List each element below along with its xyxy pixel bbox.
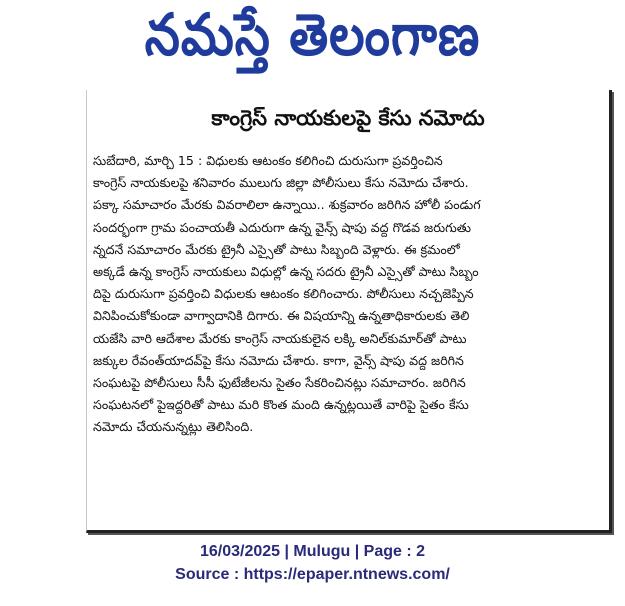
news-clipping (86, 90, 612, 533)
article-line: నమోదు చేయనున్నట్లు తెలిసింది. (93, 419, 254, 435)
article-body (93, 150, 599, 439)
article-line: న్నదనే సమాచారం మేరకు ట్రైనీ ఎస్సైతో పాటు సిబ్బంది వెళ్లారు. ఈ క్రమంలో (93, 241, 460, 257)
article-line: సుబేదారి, మార్చి 15 : విధులకు ఆటంకం కలిగించి దురుసుగా ప్రవర్తించిన (93, 153, 443, 168)
publication-date-line: 16/03/2025 | Mulugu | Page : 2 (199, 543, 426, 560)
article-line: సంఘటనలో పైఇద్దరితో పాటు మరి కొంత మంది ఉన్నట్లయితే వారిపై సైతం కేసు (93, 397, 469, 413)
article-headline: కాంగ్రెస్ నాయకులపై కేసు నమోదు (211, 106, 485, 130)
masthead-title: నమస్తే తెలంగాణ (144, 1, 481, 69)
article-line: జక్కుల రేవంత్‌యాదవ్‌పై కేసు నమోదు చేశారు. కాగా, వైన్స్ షాపు వద్ద జరిగిన (93, 352, 464, 368)
newspaper-masthead (0, 0, 625, 85)
article-line: పక్కా సమాచారం మేరకు వివరాలిలా ఉన్నాయి.. శుక్రవారం జరిగిన హోలీ పండుగ (93, 197, 481, 213)
article-line: వినిపించుకోకుండా వాగ్వాదానికి దిగారు. ఈ విషయాన్ని ఉన్నతాధికారులకు తెలి (93, 308, 470, 324)
article-line: యజేసి వారి ఆదేశాల మేరకు కాంగ్రెస్ నాయకులైన లక్కి అనిల్‌కుమార్‌తో పాటు (93, 330, 467, 346)
article-line: అక్కడే ఉన్న కాంగ్రెస్ నాయకులు విధుల్లో ఉన్న సదరు ట్రైనీ ఎస్సైతో పాటు సిబ్బం (93, 264, 479, 280)
article-line: దిపై దురుసుగా ప్రవర్తించి విధులకు ఆటంకం కలిగించారు. పోలీసులు నచ్చజెప్పిన (93, 286, 474, 302)
clipping-content (87, 90, 609, 530)
source-line: Source : https://epaper.ntnews.com/ (175, 566, 450, 583)
article-line: సందర్భంగా గ్రామ పంచాయతీ ఎదురుగా ఉన్న వైన్స్ షాపు వద్ద గొడవ జరుగుతు (93, 219, 471, 235)
article-line: కాంగ్రెస్ నాయకులపై శనివారం ములుగు జిల్లా పోలీసులు కేసు నమోదు చేశారు. (93, 175, 469, 191)
article-line: సంఘటపై పోలీసులు సీసీ ఫుటేజీలను సైతం సేకరించినట్లు సమాచారం. జరిగిన (93, 375, 466, 391)
